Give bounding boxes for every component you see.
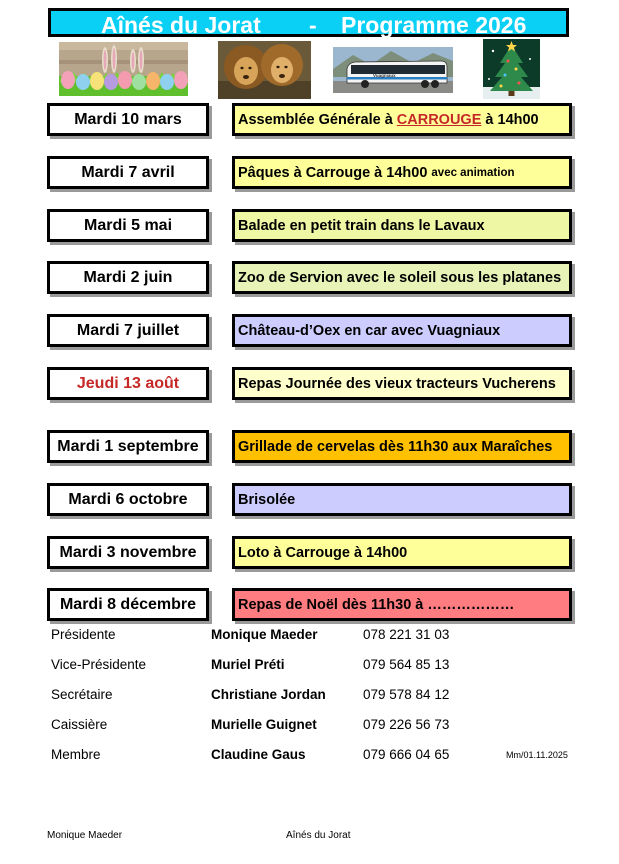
event-title-1-text-end: à 14h00 — [481, 111, 539, 128]
title-separator: - — [309, 12, 317, 38]
event-date-1: Mardi 10 mars — [47, 103, 209, 136]
event-title-6: Repas Journée des vieux tracteurs Vucherens — [232, 367, 572, 400]
committee-phone: 079 578 84 12 — [363, 687, 450, 702]
footer-association: Aînés du Jorat — [286, 830, 351, 841]
committee-phone: 079 564 85 13 — [363, 657, 450, 672]
event-title-1 — [232, 103, 572, 136]
event-title-8: Brisolée — [232, 483, 572, 516]
committee-name: Christiane Jordan — [211, 687, 326, 702]
committee-role: Vice-Présidente — [51, 657, 147, 672]
title-bar — [48, 8, 569, 37]
easter-eggs-picture — [59, 42, 188, 96]
committee-phone: 078 221 31 03 — [363, 627, 450, 642]
coach-bus-picture — [333, 47, 453, 93]
committee-phone: 079 226 56 73 — [363, 717, 450, 732]
bus-caption: Vuagniaux — [373, 73, 396, 78]
event-date-10: Mardi 8 décembre — [47, 588, 209, 621]
committee-name: Murielle Guignet — [211, 717, 317, 732]
christmas-tree-picture — [483, 39, 540, 99]
event-date-6: Jeudi 13 août — [47, 367, 209, 400]
footer-author: Monique Maeder — [47, 830, 123, 841]
event-date-5: Mardi 7 juillet — [47, 314, 209, 347]
lions-picture — [218, 41, 311, 99]
event-date-4: Mardi 2 juin — [47, 261, 209, 294]
event-title-10: Repas de Noël dès 11h30 à ……………… — [232, 588, 572, 621]
committee-role: Secrétaire — [51, 687, 113, 702]
committee-name: Muriel Préti — [211, 657, 285, 672]
event-title-1-text: Assemblée Générale à — [238, 111, 397, 128]
committee-role: Présidente — [51, 627, 116, 642]
title-programme: Programme 2026 — [341, 12, 527, 38]
event-title-5: Château-d’Oex en car avec Vuagniaux — [232, 314, 572, 347]
event-title-4: Zoo de Servion avec le soleil sous les platanes — [232, 261, 572, 294]
event-date-7: Mardi 1 septembre — [47, 430, 209, 463]
document-reference: Mm/01.11.2025 — [506, 750, 568, 760]
committee-name: Claudine Gaus — [211, 747, 306, 762]
event-date-3: Mardi 5 mai — [47, 209, 209, 242]
event-date-8: Mardi 6 octobre — [47, 483, 209, 516]
committee-phone: 079 666 04 65 — [363, 747, 450, 762]
event-title-1-highlight: CARROUGE — [396, 111, 482, 128]
committee-name: Monique Maeder — [211, 627, 318, 642]
committee-role: Caissière — [51, 717, 108, 732]
event-date-9: Mardi 3 novembre — [47, 536, 209, 569]
event-title-2-text: Pâques à Carrouge à 14h00 — [238, 164, 428, 181]
event-title-3: Balade en petit train dans le Lavaux — [232, 209, 572, 242]
title-association: Aînés du Jorat — [101, 12, 261, 38]
event-title-7: Grillade de cervelas dès 11h30 aux Maraîches — [232, 430, 572, 463]
event-date-2: Mardi 7 avril — [47, 156, 209, 189]
event-title-9: Loto à Carrouge à 14h00 — [232, 536, 572, 569]
committee-role: Membre — [51, 747, 101, 762]
event-title-2-note: avec animation — [431, 166, 515, 179]
event-title-2 — [232, 156, 572, 189]
